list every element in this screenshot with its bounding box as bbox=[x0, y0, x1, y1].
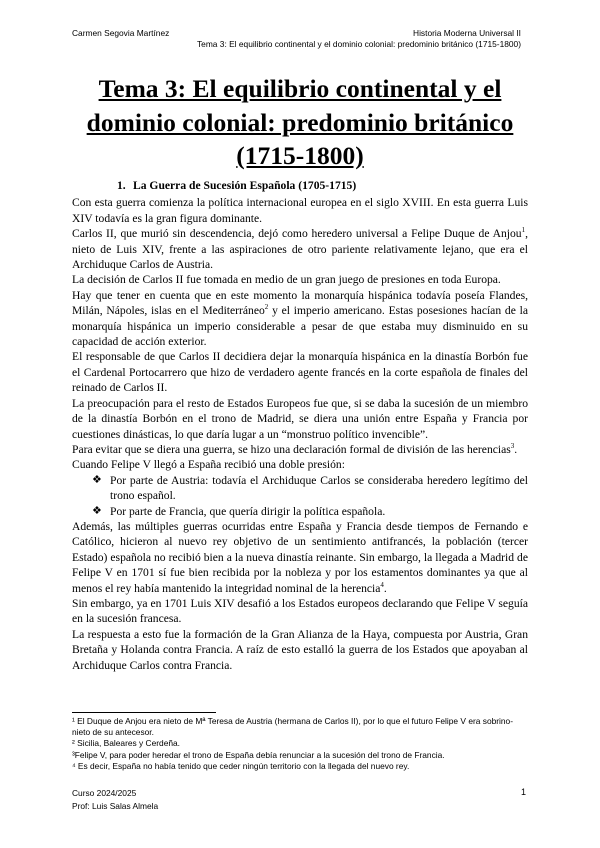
header-right bbox=[197, 28, 521, 50]
section-heading bbox=[72, 178, 528, 193]
paragraph-9: Además, las múltiples guerras ocurridas entre España y Francia desde tiempos de Fernando e Católico, hicieron al nuevo rey objetivo de un sentimiento antifrancés, la población (tercer Estado) española no recibió bien a la nueva dinastía reinante. Sin embargo, la llegada a Madrid de Felipe V en 1701 sí fue bien recibida por la nobleza y por los estamentos dominantes ya que al menos el rey había mantenido la integridad nominal de la herencia$^4$. bbox=[72, 519, 528, 595]
section-title: La Guerra de Sucesión Española (1705-1715) bbox=[133, 179, 357, 192]
page-number: 1 bbox=[520, 787, 526, 797]
paragraph-2: Carlos II, que murió sin descendencia, dejó como heredero universal a Felipe Duque de Anjou$^1$, nieto de Luis XIV, frente a las aspiraciones de otro pariente relativamente lejano, que era el Archiduque Carlos de Austria. bbox=[72, 226, 528, 272]
footnote-ref-2: 2 bbox=[264, 303, 269, 312]
paragraph-5: El responsable de que Carlos II decidiera dejar la monarquía hispánica en la dinastía Borbón fue el Cardenal Portocarrero que hizo de verdadero agente francés en la corte española de finales del reinado de Carlos II. bbox=[72, 350, 528, 395]
paragraph-10: Sin embargo, ya en 1701 Luis XIV desafió a los Estados europeos declarando que Felipe V seguía en la sucesión francesa. bbox=[72, 596, 528, 626]
footer-professor: Prof: Luis Salas Almela bbox=[72, 801, 159, 811]
footnote-1: ¹ El Duque de Anjou era nieto de Mª Teresa de Austria (hermana de Carlos II), por lo que el futuro Felipe V era sobrino-nieto de su antecesor. bbox=[72, 716, 514, 738]
paragraph-1: Con esta guerra comienza la política internacional europea en el siglo XVIII. En esta guerra Luis XIV todavía es la gran figura dominante. bbox=[72, 196, 528, 225]
footnote-ref-4: 4 bbox=[380, 580, 384, 589]
paragraph-7: Para evitar que se diera una guerra, se hizo una declaración formal de división de las herencias$^3$. bbox=[72, 442, 518, 456]
paragraph-4: Hay que tener en cuenta que en este momento la monarquía hispánica todavía poseía Flandes, Milán, Nápoles, islas en el Mediterráneo$^2$ y el imperio americano. Estas posesiones hacían de la monarquía hispánica un imperio considerable a pesar de que estaba muy disminuido en su capacidad de acción exterior. bbox=[72, 288, 529, 349]
diamond-bullet-icon: ❖ bbox=[92, 504, 102, 517]
footnotes bbox=[72, 716, 528, 772]
header-author: Carmen Segovia Martínez bbox=[72, 28, 170, 38]
footnote-divider bbox=[72, 712, 216, 713]
paragraph-3: La decisión de Carlos II fue tomada en medio de un gran juego de presiones en toda Europa. bbox=[72, 273, 501, 287]
diamond-bullet-icon: ❖ bbox=[92, 473, 102, 486]
header-course-title: Historia Moderna Universal II bbox=[413, 28, 521, 38]
section-number: 1. bbox=[117, 179, 126, 192]
footnote-4: ⁴ Es decir, España no había tenido que ceder ningún territorio con la llegada del nuevo rey. bbox=[72, 760, 410, 771]
paragraph-11: La respuesta a esto fue la formación de la Gran Alianza de la Haya, compuesta por Austria, Gran Bretaña y Holanda contra Francia. A raíz de esto estalló la guerra de los Estados que apoyaban al Archiduque Carlos contra Francia. bbox=[72, 627, 528, 672]
document-body bbox=[72, 178, 528, 673]
list-item: ❖ Por parte de Francia, que quería dirigir la política española. bbox=[92, 504, 386, 518]
bullet-list bbox=[72, 473, 528, 519]
footnote-ref-3: 3 bbox=[510, 442, 515, 451]
header-topic: Tema 3: El equilibrio continental y el dominio colonial: predominio británico (1715-1800) bbox=[196, 39, 521, 49]
footnote-3: ³Felipe V, para poder heredar el trono de España debía renunciar a la sucesión del trono de Francia. bbox=[72, 749, 445, 760]
footnote-ref-1: 1 bbox=[521, 226, 526, 235]
footer-course: Curso 2024/2025 bbox=[72, 788, 137, 798]
list-item: ❖ Por parte de Austria: todavía el Archiduque Carlos se consideraba heredero legítimo del trono español. bbox=[92, 473, 528, 503]
page-title: Tema 3: El equilibrio continental y el dominio colonial: predominio británico (1715-1800) bbox=[86, 74, 514, 170]
page-footer bbox=[72, 787, 158, 813]
paragraph-6: La preocupación para el resto de Estados Europeos fue que, si se daba la sucesión de un miembro de la dinastía Borbón en el trono de Madrid, se diera una unión entre España y Francia por cuestiones dinásticas, lo que daría lugar a un “monstruo político invencible”. bbox=[72, 396, 528, 441]
paragraph-8: Cuando Felipe V llegó a España recibió una doble presión: bbox=[72, 458, 345, 472]
footnote-2: ² Sicilia, Baleares y Cerdeña. bbox=[72, 738, 180, 749]
